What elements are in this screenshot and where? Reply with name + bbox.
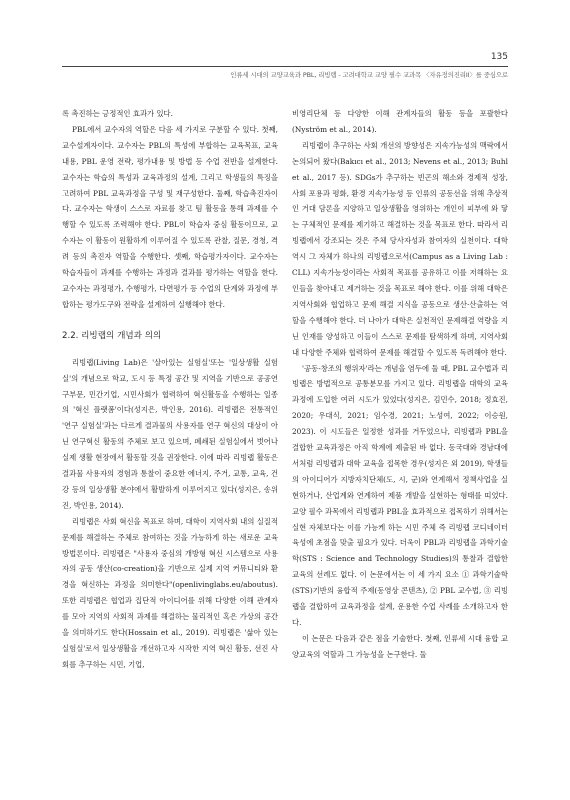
section-heading: 2.2. 리빙랩의 개념과 의의 bbox=[62, 330, 162, 341]
paragraph: '공동-창조의 행위자'라는 개념을 염두에 둘 때, PBL 교수법과 리빙랩은 방법적으로 공통분모를 가지고 있다. 리빙랩을 대학의 교육과정에 도입한 여러 시도가 있었다(성지은, 김민수, 2018; 정효진, 2020; 우대식, 2021; 임수경, 2021; 노성여, 2022; 이승원, 2023). 이 시도들은 일정한 성과를 거두었으나, 리빙랩과 PBL을 결합한 교육과정은 아직 학계에 제출된 바 없다. 동국대와 경남대에서처럼 리빙랩과 대학 교육을 접목한 경우(성지은 외 2019), 학생들의 아이디어가 지방자치단체(도, 시, 군)와 연계해서 정책사업을 실현하거나, 산업계와 연계하여 제품 개발을 실현하는 형태를 띠었다. 교양 필수 과목에서 리빙랩과 PBL을 효과적으로 접목하기 위해서는 실현 자체보다는 이를 가능케 하는 시민 주체 즉 리빙랩 코디네이터 육성에 초점을 맞출 필요가 있다. 더욱이 PBL과 리빙랩을 과학기술학(STS : Science and Technology Studies)의 통찰과 결합한 교육의 선례도 없다. 이 논문에서는 이 세 가지 요소 ① 과학기술학(STS)기반의 융합적 주제(동영상 콘텐츠), ② PBL 교수법, ③ 리빙랩을 결합하여 교육과정을 설계, 운용한 수업 사례를 소개하고자 한다. bbox=[292, 363, 509, 627]
paragraph: 록 촉진하는 긍정적인 효과가 있다. bbox=[62, 109, 173, 118]
paragraph: 이 논문은 다음과 같은 점을 기술한다. 첫째, 인류세 시대 융합 교양교육의 역할과 그 가능성을 논구한다. 둘 bbox=[292, 633, 508, 659]
paragraph: 비영리단체 등 다양한 이해 관계자들의 활동 등을 포괄한다(Nyström et al., 2014). bbox=[292, 109, 508, 134]
paragraph: 리빙랩은 사회 혁신을 목표로 하며, 대학이 지역사회 내의 실질적 문제를 해결하는 주체로 참여하는 것을 가능하게 하는 새로운 교육방법론이다. 리빙랩은 "사용자 중심의 개방형 혁신 시스템으로 사용자의 공동 생산(co-creation)을 기반으로 실제 지역 커뮤니티와 환경을 혁신하는 과정을 의미한다"(openlivinglabs.eu/aboutus). 또한 리빙랩은 협업과 집단적 아이디어를 위해 다양한 이해 관계자를 모아 지역의 사회적 과제를 해결하는 물리적인 혹은 가상의 공간을 의미하기도 한다(Hossain et al., 2019). 리빙랩은 '삶아 있는 실험실'로서 일상생활을 개선하고자 시작한 지역 혁신 활동, 선진 사회를 추구하는 시민, 기업, bbox=[62, 516, 278, 669]
paragraph: 리빙랩이 추구하는 사회 개선의 방향성은 지속가능성의 맥락에서 논의되어 왔다(Bakıcı et al., 2013; Nevens et al., 2013; Buhl et al., 2017 등). SDGs가 추구하는 빈곤의 해소와 경제적 성장, 사회 포용과 평화, 환경 지속가능성 등 인류의 공동선을 위해 추상적인 거대 담론을 지양하고 일상생활을 영위하는 개인이 피부에 와 닿는 구체적인 문제를 제기하고 해결하는 것을 목표로 한다. 따라서 리빙랩에서 강조되는 것은 주체 당사자성과 참여자의 실천이다. 대학 역시 그 자체가 하나의 리빙랩으로서(Campus as a Living Lab : CLL) 지속가능성이라는 사회적 목표를 공유하고 이를 저해하는 요인들을 찾아내고 제거하는 것을 목표로 해야 한다. 이를 위해 대학은 지역사회와 협업하고 문제 해결 지식을 공동으로 생산·산출하는 역할을 수행해야 한다. 더 나아가 대학은 실천적인 문제해결 역량을 지닌 인재를 양성하고 이들이 스스로 문제를 탐색하게 하며, 지역사회 내 다양한 주체와 협력하여 문제를 해결할 수 있도록 독려해야 한다. bbox=[292, 140, 508, 357]
page-number: 135 bbox=[490, 52, 508, 62]
right-column bbox=[292, 106, 508, 663]
left-column bbox=[62, 106, 278, 673]
paragraph: 리빙랩(Living Lab)은 '살아있는 실험실'또는 '일상생활 실험실'의 개념으로 학교, 도시 등 특정 공간 및 지역을 기반으로 공공연구부문, 민간기업, 시민사회가 협력하여 혁신활동을 수행하는 일종의 '혁신 플랫폼'이다(성지은, 박인용, 2016). 리빙랩은 전통적인 '연구 실험실'과는 다르게 결과물의 사용자를 연구 혁신의 대상이 아닌 연구혁신 활동의 주체로 보고 있으며, 폐쇄된 실험실에서 벗어나 실제 생활 현장에서 활동할 것을 권장한다. 이에 따라 리빙랩 활동은 결과물 사용자의 경험과 통찰이 중요한 에너지, 주거, 교통, 교육, 건강 등의 일상생활 분야에서 활발하게 이루어지고 있다(성지은, 송위진, 박인용, 2014). bbox=[62, 357, 278, 510]
running-header: 인류세 시대의 교양교육과 PBL, 리빙랩 - 고려대학교 교양 필수 교과목 〈자유정의진리II〉를 중심으로 bbox=[62, 66, 508, 79]
paragraph: PBL에서 교수자의 역할은 다음 세 가지로 구분할 수 있다. 첫째, 교수설계자이다. 교수자는 PBL의 특성에 부합하는 교육목표, 교육내용, PBL 운영 전략, 평가내용 및 방법 등 수업 전반을 설계한다. 교수자는 학습의 특성과 교육과정의 설계, 그리고 학생들의 특징을 고려하여 PBL 교육과정을 구성 및 재구성한다. 둘째, 학습촉진자이다. 교수자는 학생이 스스로 자료를 찾고 팀 활동을 통해 과제를 수행할 수 있도록 조력해야 한다. PBL이 학습자 중심 활동이므로, 교수자는 이 활동이 원활하게 이루어질 수 있도록 관찰, 질문, 경청, 격려 등의 촉진자 역할을 수행한다. 셋째, 학습평가자이다. 교수자는 학습자들이 과제를 수행하는 과정과 결과를 평가하는 역할을 한다. 교수자는 과정평가, 수행평가, 다면평가 등 수업의 단계와 과정에 부합하는 평가도구와 전략을 설계하여 실행해야 한다. bbox=[62, 124, 278, 309]
